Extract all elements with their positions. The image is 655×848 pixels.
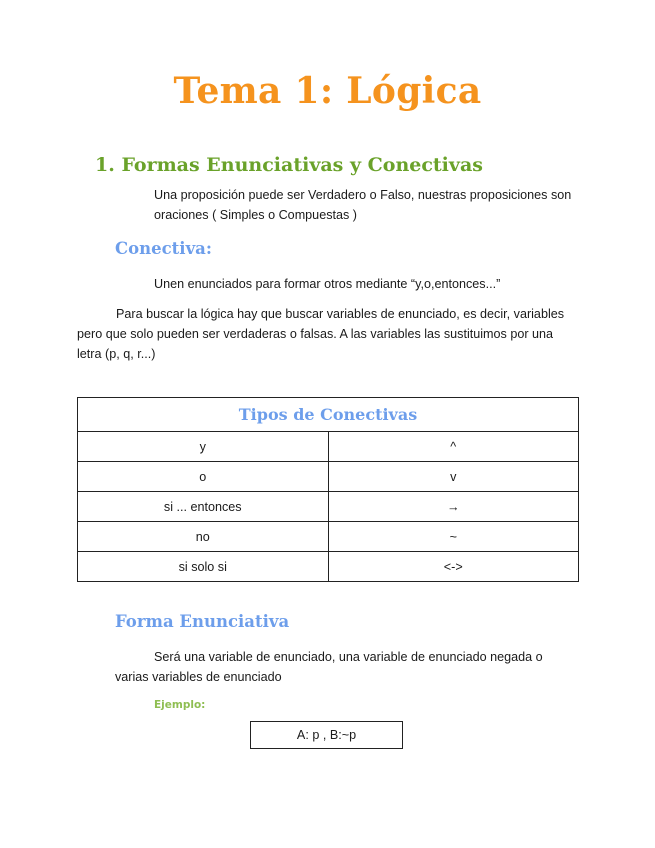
- connectives-table: [77, 397, 579, 582]
- connective-symbol: v: [328, 462, 579, 492]
- logic-line-2: pero que solo pueden ser verdaderas o falsas. A las variables las sustituimos por una: [77, 327, 554, 341]
- forma-heading: Forma Enunciativa: [115, 612, 290, 631]
- connective-symbol: ^: [328, 432, 579, 462]
- table-row: [78, 522, 579, 552]
- forma-paragraph: [115, 647, 543, 687]
- logic-paragraph: [77, 304, 579, 364]
- forma-line-2: varias variables de enunciado: [115, 670, 282, 684]
- connective-symbol: →: [328, 492, 579, 522]
- connective-name: o: [78, 462, 329, 492]
- example-label: Ejemplo:: [154, 699, 206, 711]
- table-header: Tipos de Conectivas: [78, 398, 579, 432]
- table-header-row: [78, 398, 579, 432]
- intro-line-1: Una proposición puede ser Verdadero o Falso, nuestras proposiciones son: [154, 188, 572, 202]
- forma-line-1: Será una variable de enunciado, una variable de enunciado negada o: [154, 650, 543, 664]
- conectiva-definition: Unen enunciados para formar otros mediante “y,o,entonces...”: [154, 277, 501, 291]
- connective-name: si ... entonces: [78, 492, 329, 522]
- connective-symbol: <->: [328, 552, 579, 582]
- conectiva-heading: Conectiva:: [115, 239, 212, 258]
- logic-line-3: letra (p, q, r...): [77, 347, 156, 361]
- example-box: A: p , B:~p: [250, 721, 403, 749]
- connective-name: y: [78, 432, 329, 462]
- table-row: [78, 552, 579, 582]
- intro-line-2: oraciones ( Simples o Compuestas ): [154, 208, 357, 222]
- connective-symbol: ~: [328, 522, 579, 552]
- table-row: [78, 492, 579, 522]
- page-title: Tema 1: Lógica: [173, 70, 482, 112]
- intro-paragraph: [154, 185, 571, 225]
- connective-name: si solo si: [78, 552, 329, 582]
- section-heading: 1. Formas Enunciativas y Conectivas: [95, 154, 483, 176]
- connective-name: no: [78, 522, 329, 552]
- logic-line-1: Para buscar la lógica hay que buscar variables de enunciado, es decir, variables: [116, 307, 565, 321]
- table-row: [78, 462, 579, 492]
- table-row: [78, 432, 579, 462]
